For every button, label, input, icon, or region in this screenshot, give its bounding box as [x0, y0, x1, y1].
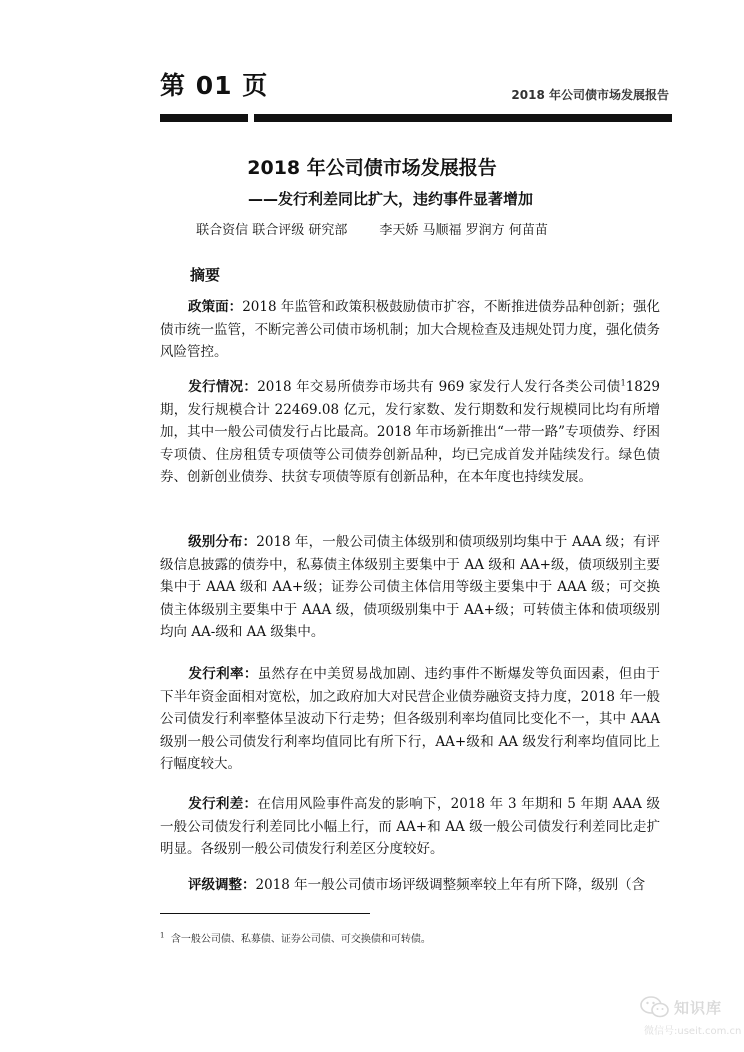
paragraph-label: 政策面： — [188, 299, 243, 315]
abstract-paragraph-rates — [160, 663, 660, 776]
page-number-label: 第 01 页 — [160, 71, 269, 100]
paragraph-text: 2018 年交易所债券市场共有 969 家发行人发行各类公司债 — [257, 379, 621, 395]
paragraph-text: 虽然存在中美贸易战加剧、违约事件不断爆发等负面因素，但由于下半年资金面相对宽松，加之政府加大对民营企业债券融资支持力度，2018 年一般公司债发行利率整体呈波动下行走势；但各级别利率均值同比变化不一，其中 AAA 级别一般公司债发行利率均值同比有所下行，AA+级和 AA 级发行利率均值同比上行幅度较大。 — [160, 666, 661, 772]
paragraph-label: 级别分布： — [188, 534, 257, 550]
paragraph-text: 2018 年，一般公司债主体级别和债项级别均集中于 AAA 级；有评级信息披露的债券中，私募债主体级别主要集中于 AA 级和 AA+级，债项级别主要集中于 AAA 级和 AA+级；证券公司债主体信用等级主要集中于 AAA 级；可交换债主体级别主要集中于 AAA 级，债项级别集中于 AA+级；可转债主体和债项级别均向 AA-级和 AA 级集中。 — [160, 534, 661, 640]
header-rule-left — [160, 114, 248, 122]
paragraph-label: 发行利差： — [188, 796, 258, 812]
document-subtitle: ——发行利差同比扩大，违约事件显著增加 — [248, 190, 534, 208]
document-title: 2018 年公司债市场发展报告 — [247, 157, 497, 179]
abstract-paragraph-adjustments — [160, 874, 660, 896]
paragraph-text: 2018 年一般公司债市场评级调整频率较上年有所下降，级别（含 — [255, 877, 646, 893]
running-header-title: 2018 年公司债市场发展报告 — [511, 88, 669, 102]
footnote-mark: 1 — [160, 931, 165, 940]
footnote-divider — [160, 913, 370, 914]
watermark-wechat-id: 微信号:useit.com.cn — [644, 1026, 742, 1037]
abstract-paragraph-policy — [160, 296, 660, 364]
header-rule-right — [254, 114, 672, 122]
abstract-paragraph-issuance — [160, 376, 660, 489]
paragraph-label: 评级调整： — [188, 877, 256, 893]
watermark — [618, 993, 742, 1045]
paragraph-label: 发行利率： — [188, 666, 258, 682]
footnote — [160, 930, 431, 945]
paragraph-text: 2018 年监管和政策积极鼓励债市扩容，不断推进债券品种创新；强化债市统一监管，不断完善公司债市场机制；加大合规检查及违规处罚力度，强化债务风险管控。 — [160, 299, 661, 360]
author-names: 李天娇 马顺福 罗润方 何苗苗 — [379, 223, 548, 238]
abstract-paragraph-spreads — [160, 793, 660, 861]
paragraph-label: 发行情况： — [188, 379, 258, 395]
footnote-reference[interactable]: 1 — [620, 378, 626, 388]
footnote-text: 含一般公司债、私募债、证券公司债、可交换债和可转债。 — [170, 934, 431, 945]
abstract-paragraph-ratings — [160, 531, 660, 644]
author-line — [0, 219, 744, 238]
author-organizations: 联合资信 联合评级 研究部 — [196, 223, 348, 238]
abstract-heading: 摘要 — [190, 266, 221, 284]
watermark-brand: 知识库 — [674, 999, 723, 1017]
paragraph-text: 1829 期，发行规模合计 22469.08 亿元，发行家数、发行期数和发行规模同比均有所增加，其中一般公司债发行占比最高。2018 年市场新推出“一带一路”专项债券、纾困专项债、住房租赁专项债等公司债券创新品种，均已完成首发并陆续发行。绿色债券、创新创业债券、扶贫专项债等原有创新品种，在本年度也持续发展。 — [160, 379, 661, 485]
wechat-icon — [640, 995, 670, 1019]
paragraph-text: 在信用风险事件高发的影响下，2018 年 3 年期和 5 年期 AAA 级一般公司债发行利差同比小幅上行，而 AA+和 AA 级一般公司债发行利差同比走扩明显。各级别一般公司债发行利差区分度较好。 — [160, 796, 661, 857]
